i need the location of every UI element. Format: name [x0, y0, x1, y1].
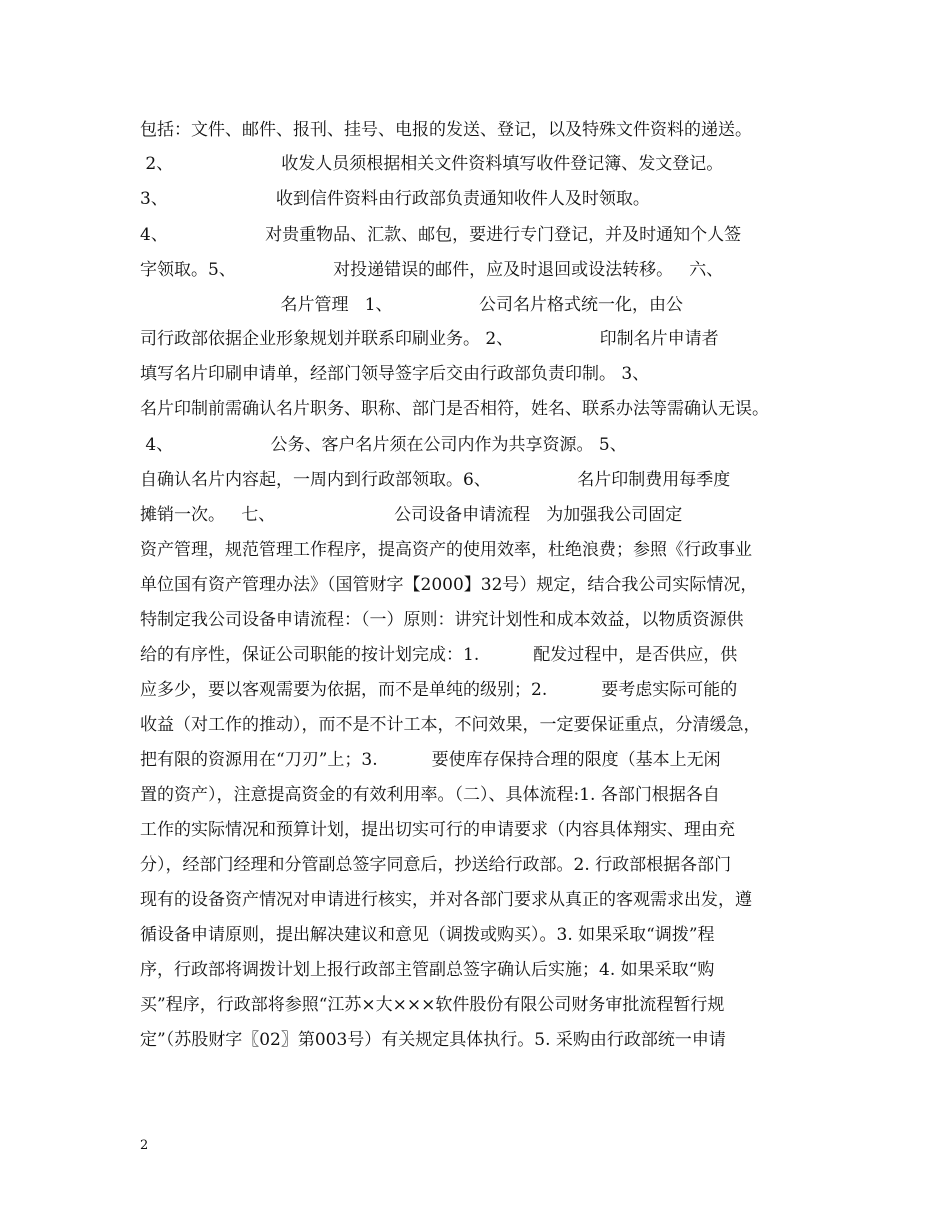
text-line: 给的有序性，保证公司职能的按计划完成：1. 配发过程中，是否供应，供 — [140, 645, 738, 665]
text-line: 填写名片印刷申请单，经部门领导签字后交由行政部负责印制。 3、 — [140, 364, 650, 384]
text-line: 摊销一次。 七、 公司设备申请流程 为加强我公司固定 — [140, 505, 683, 525]
text-line: 置的资产），注意提高资金的有效利用率。（二）、具体流程:1. 各部门根据各自 — [140, 785, 720, 805]
text-line: 资产管理，规范管理工作程序，提高资产的使用效率，杜绝浪费；参照《行政事业 — [140, 540, 752, 560]
text-line: 现有的设备资产情况对申请进行核实，并对各部门要求从真正的客观需求出发，遵 — [140, 890, 752, 910]
text-line: 工作的实际情况和预算计划，提出切实可行的申请要求（内容具体翔实、理由充 — [140, 820, 735, 840]
text-line: 收益（对工作的推动），而不是不计工本，不问效果，一定要保证重点，分清缓急， — [140, 715, 761, 735]
text-line: 3、 收到信件资料由行政部负责通知收件人及时领取。 — [140, 189, 650, 209]
text-line: 定”（苏股财字〖02〗第003号）有关规定具体执行。5. 采购由行政部统一申请 — [140, 1030, 726, 1050]
text-line: 单位国有资产管理办法》（国管财字【2000】32号）规定，结合我公司实际情况， — [140, 575, 758, 595]
text-line: 2、 收发人员须根据相关文件资料填写收件登记簿、发文登记。 — [140, 154, 724, 174]
text-line: 分），经部门经理和分管副总签字同意后，抄送给行政部。2. 行政部根据各部门 — [140, 855, 732, 875]
text-line: 4、 公务、客户名片须在公司内作为共享资源。 5、 — [140, 435, 627, 455]
text-line: 4、 对贵重物品、汇款、邮包，要进行专门登记，并及时通知个人签 — [140, 225, 742, 245]
page-number: 2 — [140, 1138, 149, 1153]
text-line: 把有限的资源用在“刀刃”上；3. 要使库存保持合理的限度（基本上无闲 — [140, 750, 721, 770]
text-line: 特制定我公司设备申请流程：（一）原则：讲究计划性和成本效益，以物质资源供 — [140, 610, 744, 630]
text-line: 自确认名片内容起，一周内到行政部领取。6、 名片印制费用每季度 — [140, 470, 731, 490]
text-line: 循设备申请原则，提出解决建议和意见（调拨或购买）。3. 如果采取“调拨”程 — [140, 925, 715, 945]
text-line: 包括：文件、邮件、报刊、挂号、电报的发送、登记，以及特殊文件资料的递送。 — [140, 120, 752, 140]
text-line: 应多少，要以客观需要为依据，而不是单纯的级别；2. 要考虑实际可能的 — [140, 680, 738, 700]
text-line: 司行政部依据企业形象规划并联系印刷业务。 2、 印制名片申请者 — [140, 329, 719, 349]
text-line: 名片管理 1、 公司名片格式统一化，由公 — [140, 295, 683, 315]
text-line: 买”程序，行政部将参照“江苏×大×××软件股份有限公司财务审批流程暂行规 — [140, 995, 725, 1015]
text-line: 序，行政部将调拨计划上报行政部主管副总签字确认后实施；4. 如果采取“购 — [140, 960, 715, 980]
text-line: 字领取。5、 对投递错误的邮件，应及时退回或设法转移。 六、 — [140, 260, 724, 280]
text-line: 名片印制前需确认名片职务、职称、部门是否相符，姓名、联系办法等需确认无误。 — [140, 399, 769, 419]
